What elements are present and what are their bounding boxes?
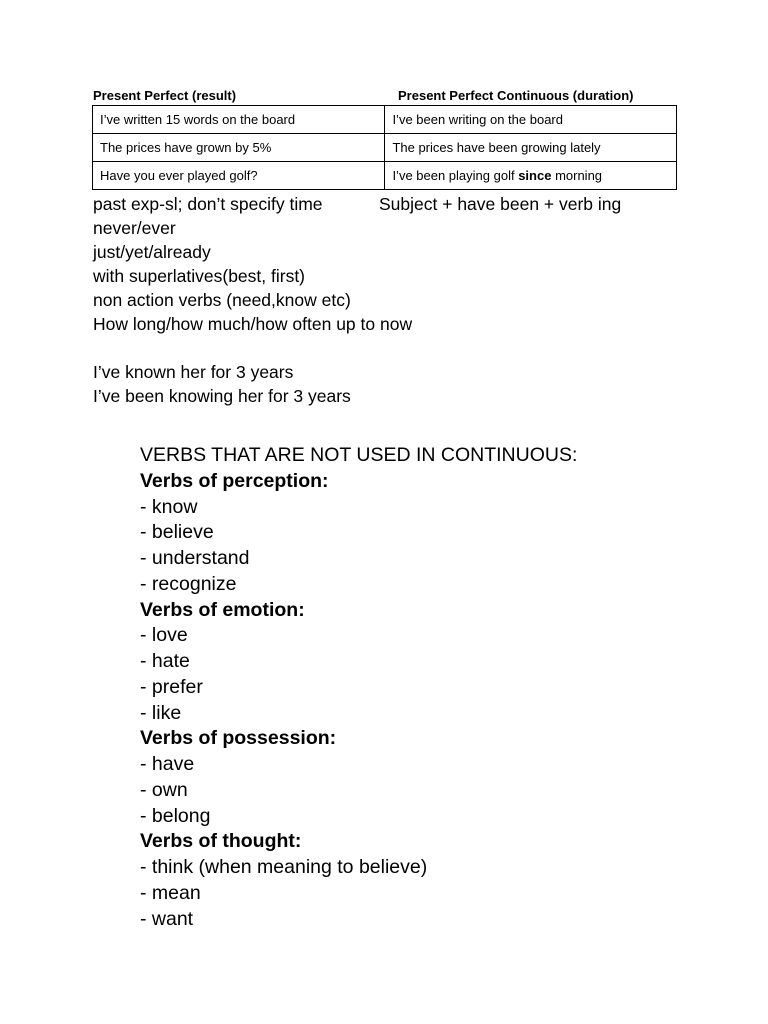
- note-line: with superlatives(best, first): [93, 266, 306, 286]
- list-item: - recognize: [140, 572, 237, 595]
- non-continuous-verbs-section: [140, 443, 577, 932]
- group-heading: Verbs of thought:: [140, 830, 302, 853]
- list-item: - prefer: [140, 675, 203, 698]
- list-item: - belong: [140, 804, 211, 827]
- note-line: non action verbs (need,know etc): [93, 290, 351, 310]
- table-row: [93, 106, 677, 134]
- table-cell: I’ve been writing on the board: [385, 106, 677, 134]
- comparison-table: [92, 105, 677, 190]
- table-header-present-perfect-continuous: Present Perfect Continuous (duration): [398, 88, 634, 103]
- table-cell: The prices have grown by 5%: [93, 134, 385, 162]
- cell-text: I’ve been playing golf: [392, 167, 519, 183]
- list-item: - hate: [140, 650, 190, 672]
- note-formula: Subject + have been + verb ing: [379, 194, 622, 214]
- table-cell: I’ve written 15 words on the board: [93, 106, 385, 134]
- table-cell: Have you ever played golf?: [93, 162, 385, 190]
- note-line: past exp-sl; don’t specify time: [93, 194, 323, 214]
- note-line: never/ever: [93, 218, 176, 238]
- list-item: - want: [140, 907, 194, 930]
- bold-keyword: since: [518, 167, 552, 183]
- example-line: I’ve been knowing her for 3 years: [93, 386, 351, 406]
- section-title: VERBS THAT ARE NOT USED IN CONTINUOUS:: [140, 444, 578, 466]
- list-item: - like: [140, 701, 182, 724]
- note-line: How long/how much/how often up to now: [93, 314, 413, 334]
- list-item: - understand: [140, 547, 250, 569]
- list-item: - own: [140, 778, 188, 801]
- table-header-present-perfect: Present Perfect (result): [93, 88, 237, 103]
- table-cell: [385, 162, 677, 190]
- table-cell: The prices have been growing lately: [385, 134, 677, 162]
- list-item: - think (when meaning to believe): [140, 856, 428, 878]
- cell-text: morning: [551, 167, 603, 183]
- list-item: - know: [140, 495, 198, 518]
- table-row: [93, 134, 677, 162]
- group-heading: Verbs of possession:: [140, 727, 337, 750]
- list-item: - have: [140, 753, 195, 775]
- group-heading: Verbs of emotion:: [140, 598, 305, 621]
- note-line: just/yet/already: [93, 242, 211, 262]
- list-item: - love: [140, 624, 188, 647]
- example-line: I’ve known her for 3 years: [93, 362, 294, 382]
- list-item: - mean: [140, 881, 201, 904]
- list-item: - believe: [140, 521, 214, 544]
- table-row: [93, 162, 677, 190]
- group-heading: Verbs of perception:: [140, 469, 329, 492]
